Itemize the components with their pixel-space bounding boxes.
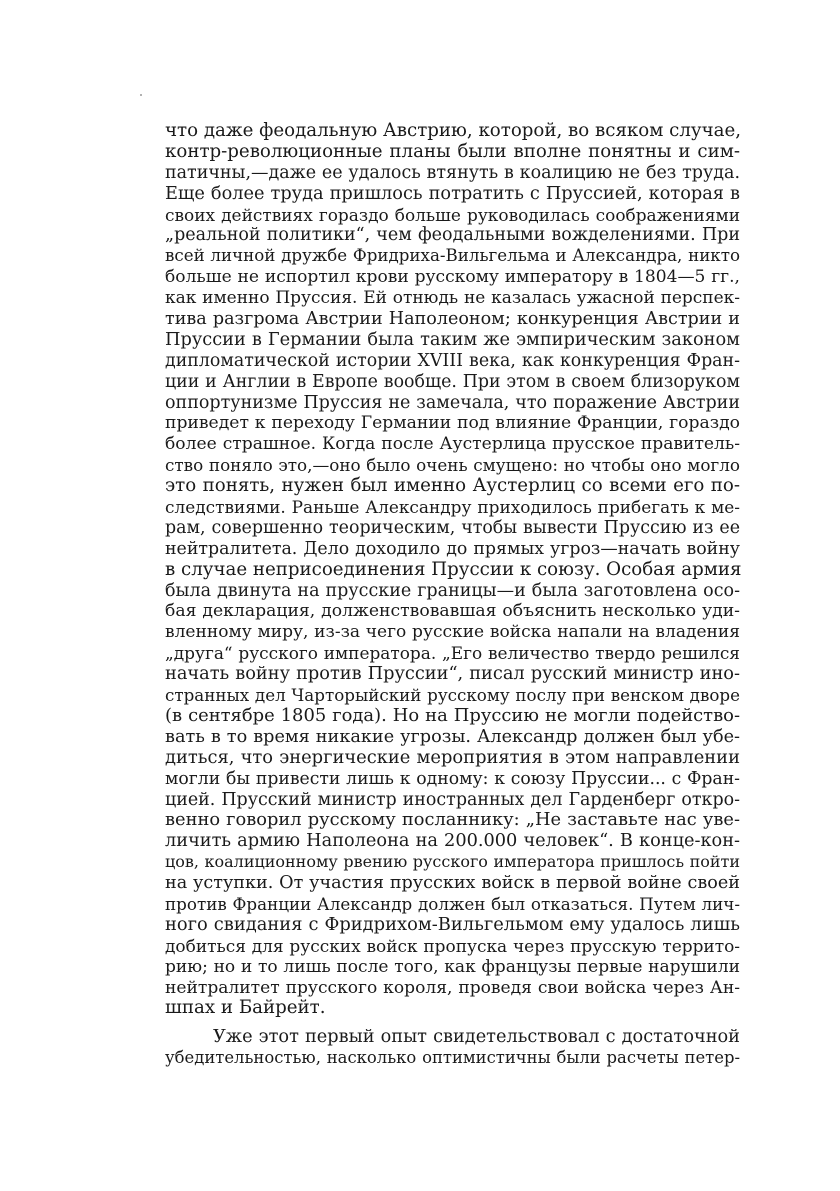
text-line: вленному миру, из-за чего русские войска напали на владения — [165, 622, 740, 643]
text-line: ного свидания с Фридрихом-Вильгельмом ему удалось лишь — [165, 913, 740, 935]
text-line: (в сентябре 1805 года). Но на Пруссию не могли подейство- — [165, 704, 740, 726]
text-line: Уже этот первый опыт свидетельствовал с достаточной — [213, 1027, 740, 1048]
text-line: диться, что энергические мероприятия в этом направлении — [165, 746, 740, 768]
text-line: на уступки. От участия прусских войск в первой войне своей — [165, 873, 740, 894]
text-line: приведет к переходу Германии под влияние Франции, гораздо — [165, 413, 740, 434]
text-line: рам, совершенно теорическим, чтобы вывести Пруссию из ее — [165, 517, 740, 538]
text-line: что даже феодальную Австрию, которой, во всяком случае, — [165, 120, 742, 141]
text-line: это понять, нужен был именно Аустерлиц со всеми его по- — [165, 475, 740, 497]
text-line: в случае неприсоединения Пруссии к союзу. Особая армия — [165, 558, 742, 580]
text-line: своих действиях гораздо больше руководилась соображениями — [165, 204, 740, 225]
text-line: ство поняло это,—оно было очень смущено: но чтобы оно могло — [165, 455, 740, 476]
text-line: цов, коалиционному рвению русского императора пришлось пойти — [165, 852, 740, 872]
text-line: тива разгрома Австрии Наполеоном; конкуренция Австрии и — [165, 309, 740, 330]
paragraph-gap — [165, 1019, 740, 1027]
text-line: следствиями. Раньше Александру приходилось прибегать к ме- — [165, 497, 740, 518]
body-text — [165, 121, 740, 1069]
text-line: Еще более труда пришлось потратить с Пруссией, которая в — [165, 183, 740, 204]
text-line: могли бы привести лишь к одному: к союзу Пруссии... с Фран- — [165, 768, 740, 789]
text-line: убедительностью, насколько оптимистичны были расчеты петер- — [165, 1048, 740, 1068]
text-line: рию; но и то лишь после того, как французы первые нарушили — [165, 956, 740, 977]
text-line: ции и Англии в Европе вообще. При этом в своем близоруком — [165, 371, 740, 392]
text-line: как именно Пруссия. Ей отнюдь не казалась ужасной перспек- — [165, 288, 740, 309]
text-line: дипломатической истории XVIII века, как конкуренция Фран- — [165, 350, 740, 371]
text-line: более страшное. Когда после Аустерлица прусское правитель- — [165, 434, 740, 455]
text-line: нейтралитет прусского короля, проведя свои войска через Ан- — [165, 977, 740, 998]
text-line: против Франции Александр должен был отказаться. Путем лич- — [165, 893, 740, 914]
text-line: патичны,—даже ее удалось втянуть в коалицию не без труда. — [165, 162, 740, 183]
text-line: контр-революционные планы были вполне понятны и сим- — [165, 140, 740, 162]
text-line: больше не испортил крови русскому императору в 1804—5 гг., — [165, 267, 740, 288]
text-line: вать в то время никакие угрозы. Александр должен был убе- — [165, 726, 740, 747]
text-line: цией. Прусский министр иностранных дел Гарденберг откро- — [165, 789, 740, 810]
text-line: „друга“ русского императора. „Его величество твердо решился — [165, 643, 740, 664]
paragraph-2 — [165, 1027, 740, 1069]
text-line: „реальной политики“, чем феодальными вожделениями. При — [165, 225, 740, 246]
paper-speck — [140, 94, 142, 96]
text-line: шпах и Байрейт. — [165, 997, 326, 1019]
text-line: начать войну против Пруссии“, писал русский министр ино- — [165, 664, 740, 685]
text-line: венно говорил русскому посланнику: „Не заставьте нас уве- — [165, 809, 740, 831]
text-line: всей личной дружбе Фридриха-Вильгельма и Александра, никто — [165, 246, 740, 266]
text-line: бая декларация, долженствовавшая объяснить несколько уди- — [165, 601, 740, 622]
text-line: Пруссии в Германии была таким же эмпирическим законом — [165, 329, 740, 350]
text-line: нейтралитета. Дело доходило до прямых угроз—начать войну — [165, 538, 740, 559]
text-line: оппортунизме Пруссия не замечала, что поражение Австрии — [165, 392, 740, 413]
paragraph-1 — [165, 121, 740, 1019]
text-line: странных дел Чарторыйский русскому послу при венском дворе — [165, 685, 740, 706]
text-line: личить армию Наполеона на 200.000 человек“. В конце-кон- — [165, 831, 740, 852]
text-line: добиться для русских войск пропуска через прусскую террито- — [165, 935, 740, 956]
text-line: была двинута на прусские границы—и была заготовлена осо- — [165, 580, 740, 601]
